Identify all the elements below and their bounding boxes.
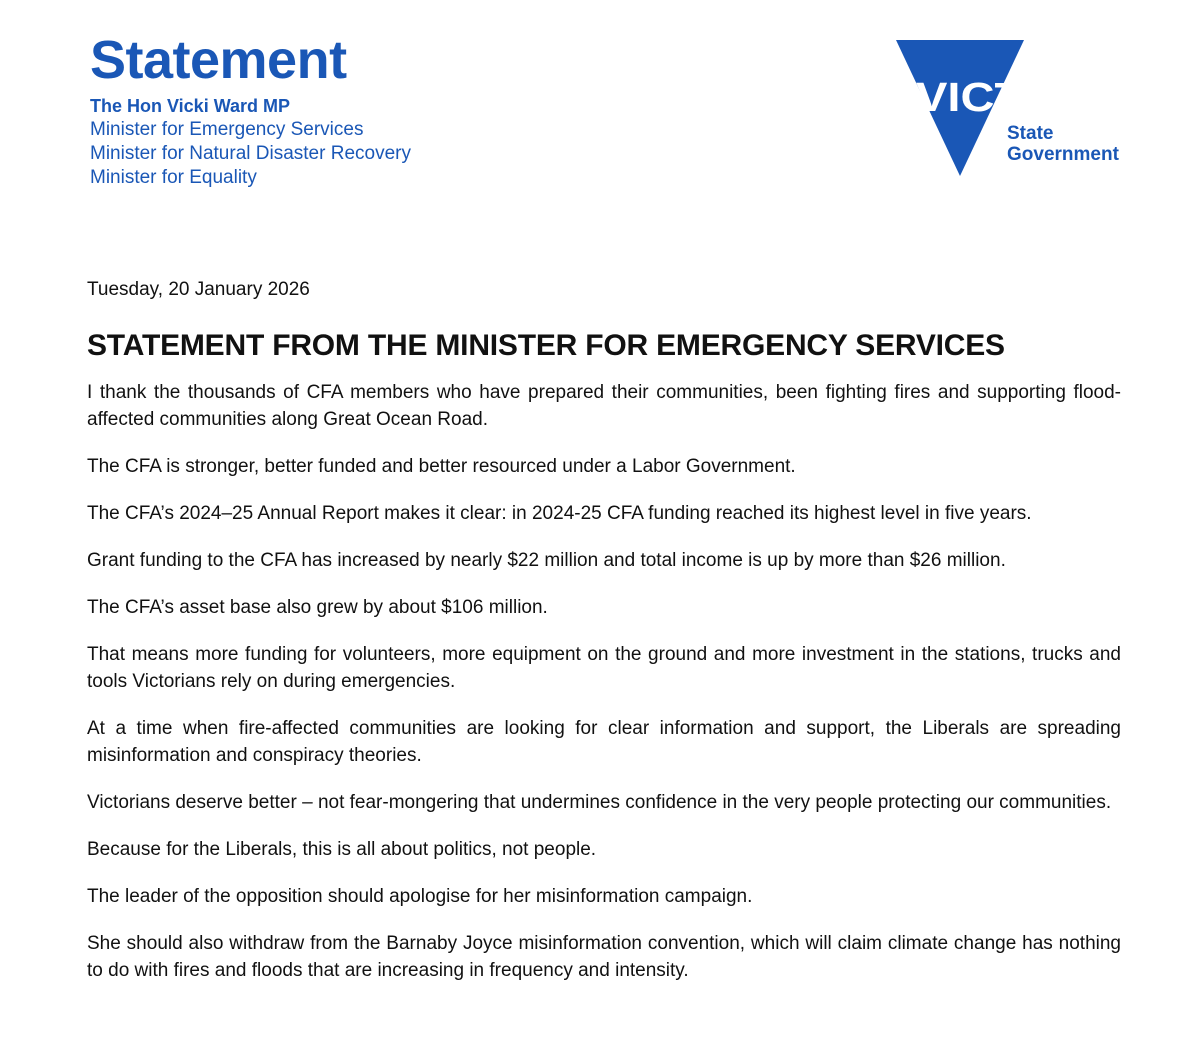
letterhead <box>90 30 411 190</box>
logo-line2: Government <box>1007 144 1119 165</box>
paragraph: Grant funding to the CFA has increased by nearly $22 million and total income is up by more than $26 million. <box>87 550 1006 571</box>
paragraph: At a time when fire-affected communities are looking for clear information and support, the Liberals are spreading misinformation and conspiracy theories. <box>87 718 1121 766</box>
minister-role-emergency: Minister for Emergency Services <box>90 119 364 140</box>
release-date: Tuesday, 20 January 2026 <box>87 279 310 300</box>
minister-role-recovery: Minister for Natural Disaster Recovery <box>90 143 411 164</box>
paragraph: The leader of the opposition should apologise for her misinformation campaign. <box>87 886 753 907</box>
victoria-state-government-logo <box>894 38 1144 178</box>
paragraph: I thank the thousands of CFA members who have prepared their communities, been fighting fires and supporting flood-affected communities along Great Ocean Road. <box>87 382 1121 430</box>
paragraph: That means more funding for volunteers, more equipment on the ground and more investment in the stations, trucks and tools Victorians rely on during emergencies. <box>87 644 1121 692</box>
paragraph: She should also withdraw from the Barnaby Joyce misinformation convention, which will claim climate change has nothing to do with fires and floods that are increasing in frequency and intensity. <box>87 933 1121 981</box>
statement-title: Statement <box>90 30 347 90</box>
paragraph: Because for the Liberals, this is all about politics, not people. <box>87 839 597 860</box>
minister-name: The Hon Vicki Ward MP <box>90 96 291 116</box>
paragraph: The CFA’s asset base also grew by about $106 million. <box>87 597 548 618</box>
paragraph: The CFA’s 2024–25 Annual Report makes it clear: in 2024-25 CFA funding reached its highest level in five years. <box>87 503 1032 524</box>
logo-word: VICTORIA <box>916 74 1140 120</box>
logo-line1: State <box>1007 123 1054 144</box>
statement-headline: STATEMENT FROM THE MINISTER FOR EMERGENCY SERVICES <box>87 329 1005 362</box>
paragraph: Victorians deserve better – not fear-mongering that undermines confidence in the very people protecting our communities. <box>87 792 1112 813</box>
statement-body <box>87 276 1121 1004</box>
paragraph: The CFA is stronger, better funded and better resourced under a Labor Government. <box>87 456 796 477</box>
minister-role-equality: Minister for Equality <box>90 167 257 188</box>
